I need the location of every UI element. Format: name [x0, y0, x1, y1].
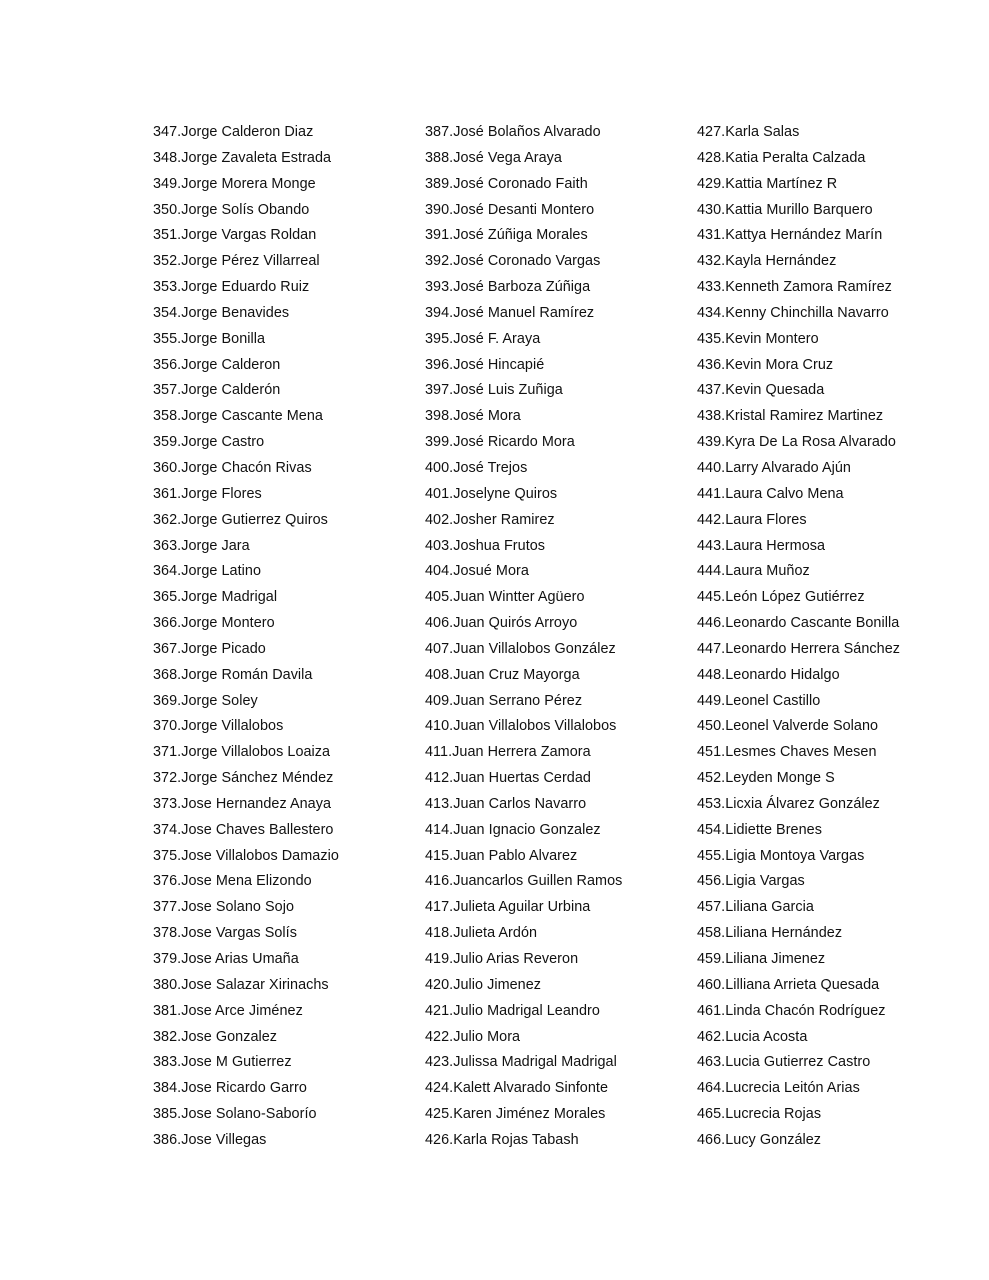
list-item: 406.Juan Quirós Arroyo	[425, 615, 578, 632]
list-item: 446.Leonardo Cascante Bonilla	[697, 615, 900, 632]
list-item: 459.Liliana Jimenez	[697, 951, 826, 967]
list-item: 413.Juan Carlos Navarro	[425, 795, 587, 812]
names-column-2	[425, 120, 687, 1154]
list-item: 429.Kattia Martínez R	[697, 175, 838, 192]
list-item: 410.Juan Villalobos Villalobos	[425, 718, 617, 735]
list-item: 368.Jorge Román Davila	[153, 666, 313, 683]
list-item: 364.Jorge Latino	[153, 563, 262, 580]
list-item: 420.Julio Jimenez	[425, 976, 542, 993]
list-item: 348.Jorge Zavaleta Estrada	[153, 149, 332, 166]
list-item: 416.Juancarlos Guillen Ramos	[425, 873, 623, 890]
list-item: 436.Kevin Mora Cruz	[697, 356, 834, 373]
list-item: 380.Jose Salazar Xirinachs	[153, 976, 329, 993]
list-item: 456.Ligia Vargas	[697, 873, 805, 890]
list-item: 417.Julieta Aguilar Urbina	[425, 899, 591, 916]
list-item: 435.Kevin Montero	[697, 330, 819, 347]
names-column-1	[153, 120, 413, 1154]
list-item: 382.Jose Gonzalez	[153, 1028, 278, 1045]
list-item: 460.Lilliana Arrieta Quesada	[697, 976, 880, 993]
list-item: 359.Jorge Castro	[153, 434, 265, 451]
list-item: 371.Jorge Villalobos Loaiza	[153, 744, 331, 761]
list-item: 381.Jose Arce Jiménez	[153, 1002, 303, 1019]
list-item: 351.Jorge Vargas Roldan	[153, 227, 317, 244]
list-item: 369.Jorge Soley	[153, 692, 258, 709]
list-item: 412.Juan Huertas Cerdad	[425, 770, 591, 787]
list-item: 400.José Trejos	[425, 459, 528, 476]
list-item: 427.Karla Salas	[697, 124, 800, 140]
list-item: 455.Ligia Montoya Vargas	[697, 847, 865, 864]
list-item: 431.Kattya Hernández Marín	[697, 227, 883, 244]
list-item: 358.Jorge Cascante Mena	[153, 408, 323, 425]
list-item: 383.Jose M Gutierrez	[153, 1054, 292, 1071]
list-item: 355.Jorge Bonilla	[153, 330, 266, 347]
list-item: 357.Jorge Calderón	[153, 382, 281, 399]
list-item: 363.Jorge Jara	[153, 537, 250, 554]
list-item: 444.Laura Muñoz	[697, 563, 810, 580]
list-item: 361.Jorge Flores	[153, 485, 262, 502]
list-item: 366.Jorge Montero	[153, 615, 275, 632]
list-item: 438.Kristal Ramirez Martinez	[697, 408, 884, 425]
list-item: 387.José Bolaños Alvarado	[425, 124, 601, 140]
list-item: 408.Juan Cruz Mayorga	[425, 666, 580, 683]
list-item: 440.Larry Alvarado Ajún	[697, 459, 851, 476]
list-item: 370.Jorge Villalobos	[153, 718, 284, 735]
list-item: 462.Lucia Acosta	[697, 1028, 808, 1045]
list-item: 464.Lucrecia Leitón Arias	[697, 1080, 860, 1097]
list-item: 423.Julissa Madrigal Madrigal	[425, 1054, 617, 1071]
list-item: 461.Linda Chacón Rodríguez	[697, 1002, 886, 1019]
list-item: 450.Leonel Valverde Solano	[697, 718, 879, 735]
list-item: 393.José Barboza Zúñiga	[425, 279, 591, 296]
list-item: 445.León López Gutiérrez	[697, 589, 865, 606]
list-item: 442.Laura Flores	[697, 511, 807, 528]
list-item: 448.Leonardo Hidalgo	[697, 666, 840, 683]
list-item: 349.Jorge Morera Monge	[153, 175, 316, 192]
list-item: 353.Jorge Eduardo Ruiz	[153, 279, 310, 296]
list-item: 378.Jose Vargas Solís	[153, 925, 297, 942]
list-item: 447.Leonardo Herrera Sánchez	[697, 640, 901, 657]
list-item: 425.Karen Jiménez Morales	[425, 1106, 606, 1123]
list-item: 401.Joselyne Quiros	[425, 485, 558, 502]
list-item: 385.Jose Solano-Saborío	[153, 1106, 317, 1123]
list-item: 453.Licxia Álvarez González	[697, 795, 880, 812]
list-item: 437.Kevin Quesada	[697, 382, 825, 399]
list-item: 422.Julio Mora	[425, 1028, 521, 1045]
list-item: 373.Jose Hernandez Anaya	[153, 795, 332, 812]
list-item: 352.Jorge Pérez Villarreal	[153, 253, 320, 270]
list-item: 397.José Luis Zuñiga	[425, 382, 563, 399]
list-item: 415.Juan Pablo Alvarez	[425, 847, 578, 864]
list-item: 396.José Hincapié	[425, 356, 545, 373]
list-item: 354.Jorge Benavides	[153, 304, 290, 321]
list-item: 411.Juan Herrera Zamora	[425, 744, 591, 761]
list-item: 372.Jorge Sánchez Méndez	[153, 770, 334, 787]
list-item: 377.Jose Solano Sojo	[153, 899, 295, 916]
list-item: 395.José F. Araya	[425, 330, 541, 347]
list-item: 421.Julio Madrigal Leandro	[425, 1002, 600, 1019]
list-item: 384.Jose Ricardo Garro	[153, 1080, 307, 1097]
list-item: 414.Juan Ignacio Gonzalez	[425, 821, 601, 838]
list-item: 428.Katia Peralta Calzada	[697, 149, 866, 166]
list-item: 457.Liliana Garcia	[697, 899, 814, 916]
list-item: 398.José Mora	[425, 408, 521, 425]
list-item: 451.Lesmes Chaves Mesen	[697, 744, 877, 761]
list-item: 424.Kalett Alvarado Sinfonte	[425, 1080, 609, 1097]
list-item: 449.Leonel Castillo	[697, 692, 821, 709]
list-item: 356.Jorge Calderon	[153, 356, 281, 373]
list-item: 433.Kenneth Zamora Ramírez	[697, 279, 892, 296]
list-item: 432.Kayla Hernández	[697, 253, 837, 270]
list-item: 390.José Desanti Montero	[425, 201, 595, 218]
list-item: 386.Jose Villegas	[153, 1131, 267, 1148]
names-column-3	[697, 120, 977, 1154]
list-item: 402.Josher Ramirez	[425, 511, 555, 528]
list-item: 466.Lucy González	[697, 1131, 822, 1148]
list-item: 405.Juan Wintter Agüero	[425, 589, 585, 606]
list-item: 439.Kyra De La Rosa Alvarado	[697, 434, 896, 451]
list-item: 463.Lucia Gutierrez Castro	[697, 1054, 871, 1071]
list-item: 360.Jorge Chacón Rivas	[153, 459, 312, 476]
list-item: 394.José Manuel Ramírez	[425, 304, 595, 321]
list-item: 376.Jose Mena Elizondo	[153, 873, 312, 890]
list-item: 375.Jose Villalobos Damazio	[153, 847, 339, 864]
list-item: 465.Lucrecia Rojas	[697, 1106, 822, 1123]
list-item: 379.Jose Arias Umaña	[153, 951, 299, 967]
list-item: 452.Leyden Monge S	[697, 770, 835, 787]
list-item: 430.Kattia Murillo Barquero	[697, 201, 873, 218]
list-item: 426.Karla Rojas Tabash	[425, 1131, 579, 1148]
list-item: 350.Jorge Solís Obando	[153, 201, 310, 218]
list-item: 391.José Zúñiga Morales	[425, 227, 588, 244]
list-item: 399.José Ricardo Mora	[425, 434, 575, 451]
list-item: 388.José Vega Araya	[425, 149, 562, 166]
list-item: 407.Juan Villalobos González	[425, 640, 616, 657]
list-item: 404.Josué Mora	[425, 563, 529, 580]
list-item: 362.Jorge Gutierrez Quiros	[153, 511, 328, 528]
list-item: 454.Lidiette Brenes	[697, 821, 822, 838]
list-item: 367.Jorge Picado	[153, 640, 266, 657]
list-item: 419.Julio Arias Reveron	[425, 951, 579, 967]
list-item: 403.Joshua Frutos	[425, 537, 546, 554]
list-item: 347.Jorge Calderon Diaz	[153, 124, 314, 140]
list-item: 389.José Coronado Faith	[425, 175, 588, 192]
list-item: 441.Laura Calvo Mena	[697, 485, 844, 502]
list-item: 409.Juan Serrano Pérez	[425, 692, 583, 709]
list-item: 458.Liliana Hernández	[697, 925, 843, 942]
list-item: 374.Jose Chaves Ballestero	[153, 821, 334, 838]
list-item: 392.José Coronado Vargas	[425, 253, 601, 270]
list-item: 443.Laura Hermosa	[697, 537, 826, 554]
list-item: 434.Kenny Chinchilla Navarro	[697, 304, 889, 321]
list-item: 418.Julieta Ardón	[425, 925, 538, 942]
list-item: 365.Jorge Madrigal	[153, 589, 278, 606]
